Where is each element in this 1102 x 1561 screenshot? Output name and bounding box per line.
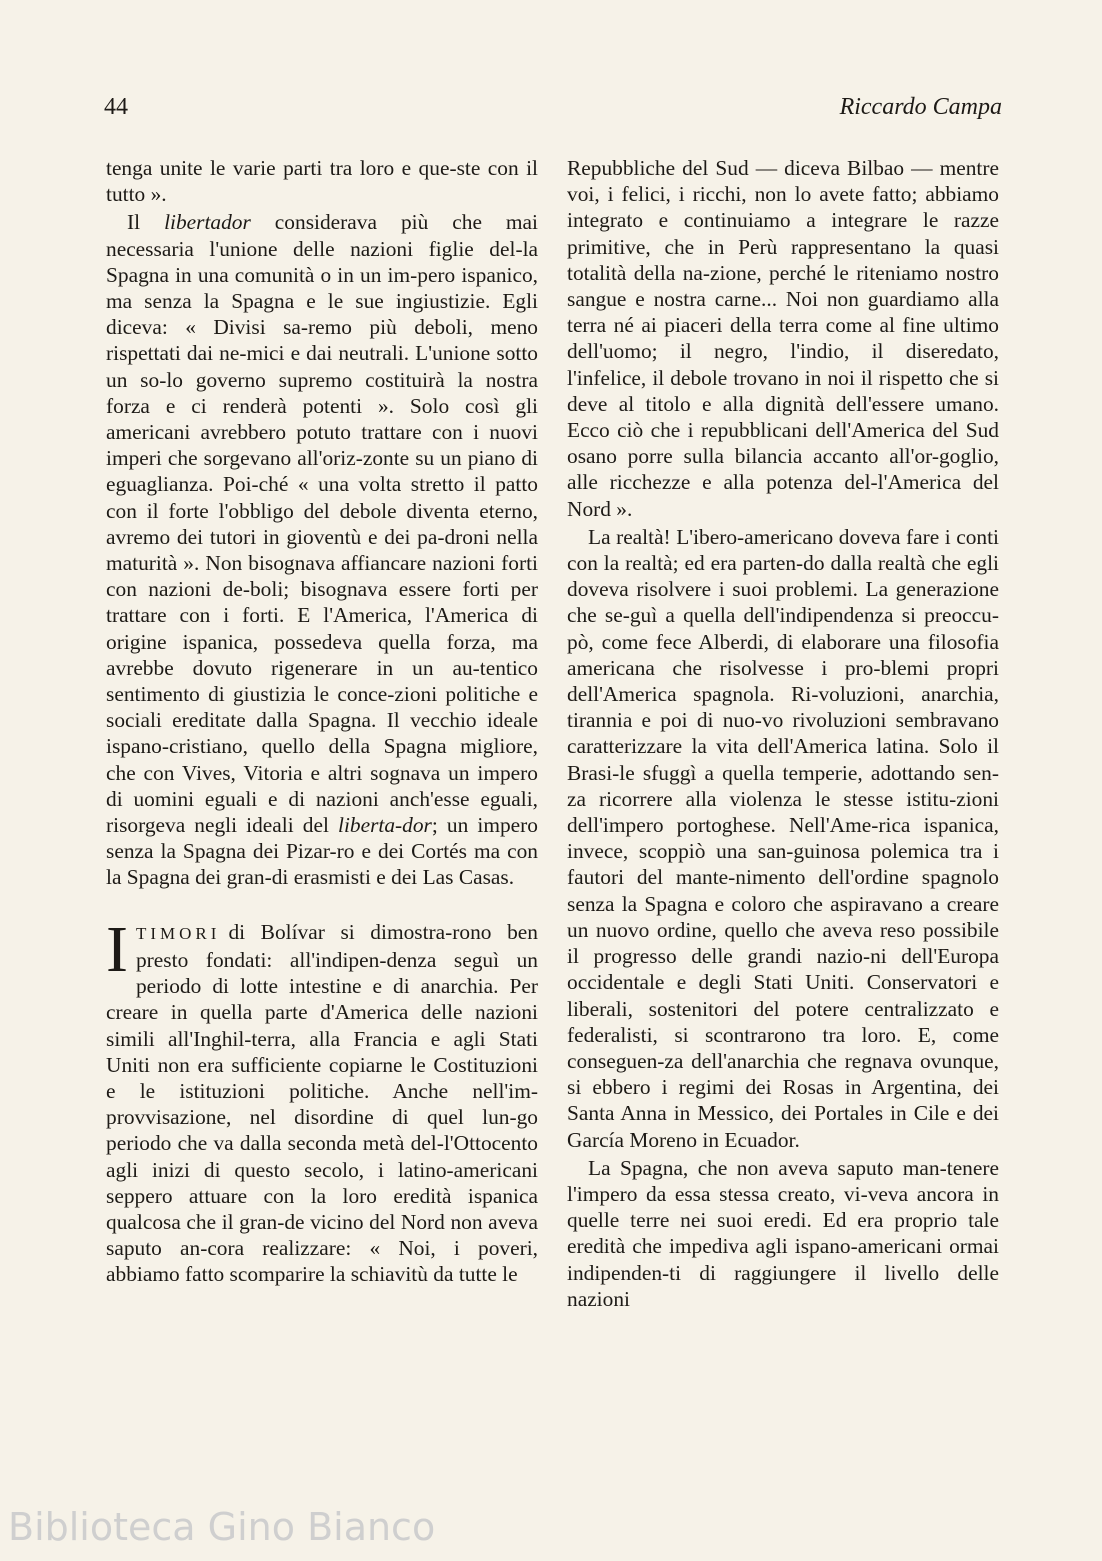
- paragraph-text: considerava più che mai necessaria l'unione delle nazioni figlie del-la Spagna in una comunità o in un im-pero ispanico, ma senza la Spagna e le sue ingiustizie. Egli diceva: « Divisi sa-remo più deboli, meno rispettati dai ne-mici e dai neutrali. L'unione sotto un so-lo governo supremo costituirà la nostra forza e ci renderà potenti ». Solo così gli americani avrebbero potuto trattare con i nuovi imperi che sorgevano all'oriz-zonte su un piano di eguaglianza. Poi-ché « una volta stretto il patto con il forte l'obbligo del debole diventa eterno, avremo dei tutori in gioventù e dei pa-droni nella maturità ». Non bisognava affiancare nazioni forti con nazioni de-boli; bisognava essere forti per trattare con i forti. E l'America, l'America di origine ispanica, possedeva quella forza, ma avrebbe dovuto rigenerare in un au-tentico sentimento di giustizia le conce-zioni politiche e sociali ereditate dalla Spagna. Il vecchio ideale ispano-cristiano, quello della Spagna migliore, che con Vives, Vitoria e altri sognava un impero di uomini eguali e di nazioni anch'esse eguali, risorgeva negli ideali del: [106, 210, 538, 838]
- running-head: Riccardo Campa: [839, 94, 1002, 120]
- section-opening-paragraph: [106, 912, 538, 1288]
- italic-term: liberta-dor: [338, 813, 432, 838]
- small-caps-lead: TIMORI: [135, 923, 221, 943]
- paragraph: tenga unite le varie parti tra loro e que-ste con il tutto ».: [106, 156, 538, 207]
- paragraph-text: ; un impero senza la Spagna dei Pizar-ro e dei Cortés ma con la Spagna dei gran-di erasmisti e dei Las Casas.: [106, 813, 538, 890]
- paragraph: La Spagna, che non aveva saputo man-tenere l'impero da essa stessa creato, vi-veva ancora in quelle terre nei suoi eredi. Ed era proprio tale eredità che impediva agli ispano-americani ormai indipenden-ti di raggiungere il livello delle nazioni: [567, 1155, 999, 1311]
- page-number: 44: [104, 94, 128, 120]
- paragraph-text: di Bolívar si dimostra-rono ben presto fondati: all'indipen-denza seguì un periodo di lotte intestine e di anarchia. Per creare in quella parte d'America delle nazioni simili all'Inghil-terra, alla Francia e agli Stati Uniti non era sufficiente copiarne le Costituzioni e le istituzioni politiche. Anche nell'im-provvisazione, nel disordine di quel lun-go periodo che va dalla seconda metà del-l'Ottocento agli inizi di questo secolo, i latino-americani seppero attuare con la loro eredità ispanica qualcosa che il gran-de vicino del Nord non aveva saputo an-cora realizzare: « Noi, i poveri, abbiamo fatto scomparire la schiavitù da tutte le: [106, 919, 538, 1287]
- paragraph: [106, 209, 538, 890]
- page-header: [104, 94, 1002, 134]
- right-column: [567, 155, 999, 1312]
- library-watermark: Biblioteca Gino Bianco: [8, 1505, 436, 1549]
- drop-cap: I: [106, 912, 128, 986]
- left-column: [106, 155, 538, 1288]
- paragraph: La realtà! L'ibero-americano doveva fare i conti con la realtà; ed era parten-do dalla realtà che egli doveva risolvere i suoi problemi. La generazione che se-guì a quella dell'indipendenza si preoccu-pò, come fece Alberdi, di elaborare una filosofia americana che risolvesse i pro-blemi propri dell'America spagnola. Ri-voluzioni, anarchia, tirannia e poi di nuo-vo rivoluzioni sembravano caratterizzare la vita dell'America latina. Solo il Brasi-le sfuggì a quella temperie, adottando sen-za ricorrere alla violenza le stesse istitu-zioni dell'impero portoghese. Nell'Ame-rica ispanica, invece, scoppiò una san-guinosa polemica tra i fautori del mante-nimento dell'ordine spagnolo senza la Spagna e coloro che aspiravano a creare un nuovo ordine, quello che aveva reso possibile il progresso delle grandi nazio-ni dell'Europa occidentale e degli Stati Uniti. Conservatori e liberali, sostenitori del potere centralizzato e federalisti, si scontrarono tra loro. E, come conseguen-za dell'anarchia che regnava ovunque, si ebbero i regimi dei Rosas in Argentina, dei Santa Anna in Messico, dei Portales in Cile e dei García Moreno in Ecuador.: [567, 524, 999, 1152]
- paragraph-text: Il: [127, 210, 165, 235]
- paragraph: Repubbliche del Sud — diceva Bilbao — mentre voi, i felici, i ricchi, non lo avete fatto; abbiamo integrato e continuiamo a integrare le razze primitive, che in Perù rappresentano la quasi totalità della na-zione, perché le riteniamo nostro sangue e nostra carne... Noi non guardiamo alla terra né ai piaceri della terra come al fine ultimo dell'uomo; il negro, l'indio, il diseredato, l'infelice, il debole trovano in noi il rispetto che si deve al titolo e alla dignità dell'essere umano. Ecco ciò che i repubblicani dell'America del Sud osano porre sulla bilancia accanto all'or-goglio, alle ricchezze e alla potenza del-l'America del Nord ».: [567, 156, 999, 521]
- italic-term: libertador: [164, 210, 251, 235]
